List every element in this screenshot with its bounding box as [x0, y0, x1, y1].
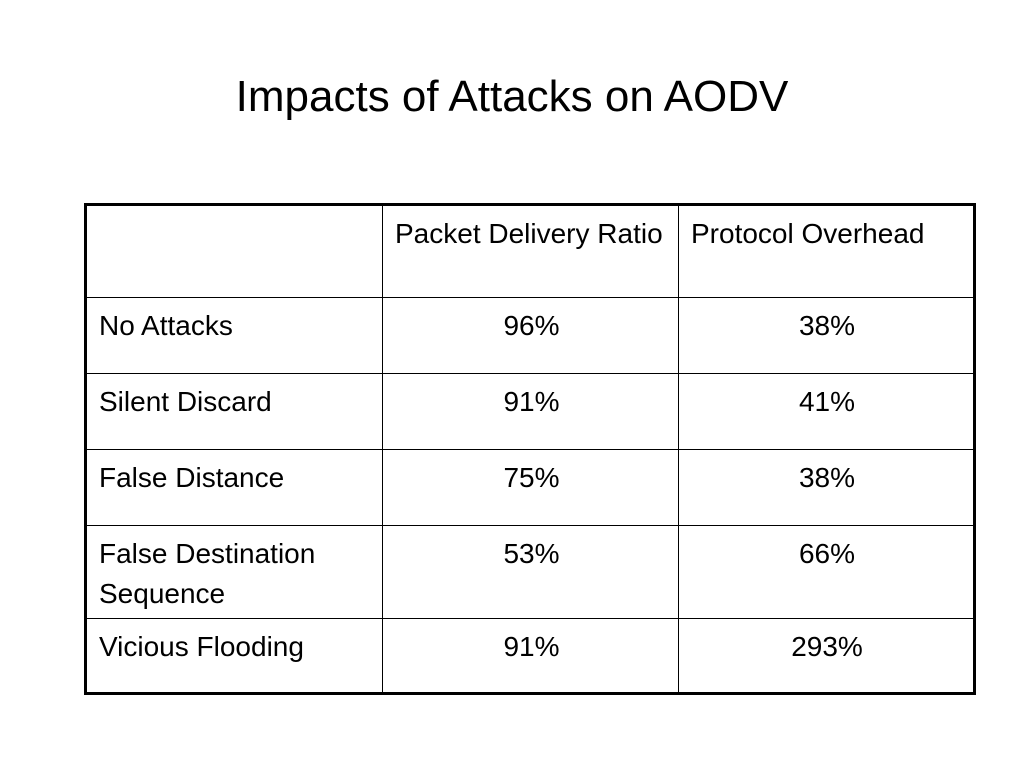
packet-delivery-ratio-value: 91%: [383, 619, 679, 694]
packet-delivery-ratio-value: 75%: [383, 450, 679, 526]
table-row: [86, 619, 975, 694]
header-packet-delivery-ratio: Packet Delivery Ratio: [383, 205, 679, 298]
table-row: [86, 450, 975, 526]
attack-name: Vicious Flooding: [86, 619, 383, 694]
table-row: [86, 298, 975, 374]
attack-name: Silent Discard: [86, 374, 383, 450]
protocol-overhead-value: 38%: [679, 298, 975, 374]
header-protocol-overhead: Protocol Overhead: [679, 205, 975, 298]
slide-title: Impacts of Attacks on AODV: [235, 72, 789, 121]
attack-name: False Distance: [86, 450, 383, 526]
table-row: [86, 526, 975, 619]
table-header-row: [86, 205, 975, 298]
protocol-overhead-value: 66%: [679, 526, 975, 619]
attack-name: False Destination Sequence: [86, 526, 383, 619]
attack-impact-table: [84, 203, 976, 695]
protocol-overhead-value: 41%: [679, 374, 975, 450]
packet-delivery-ratio-value: 96%: [383, 298, 679, 374]
packet-delivery-ratio-value: 91%: [383, 374, 679, 450]
attack-name: No Attacks: [86, 298, 383, 374]
table-row: [86, 374, 975, 450]
protocol-overhead-value: 293%: [679, 619, 975, 694]
protocol-overhead-value: 38%: [679, 450, 975, 526]
packet-delivery-ratio-value: 53%: [383, 526, 679, 619]
header-cell-empty: [86, 205, 383, 298]
